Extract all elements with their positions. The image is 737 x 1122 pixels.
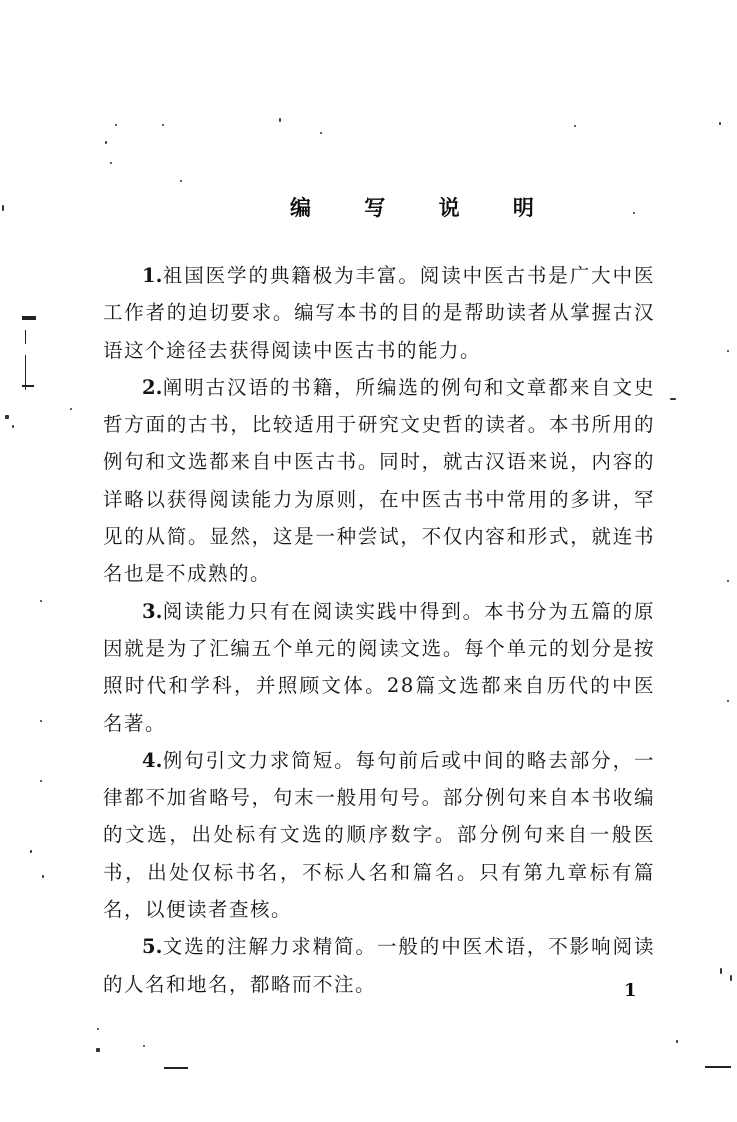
- speck: [720, 968, 722, 974]
- paragraph-4: [103, 742, 655, 928]
- speck: [180, 180, 182, 182]
- speck: [676, 1040, 678, 1043]
- paragraph-2: [103, 369, 655, 593]
- speck: [40, 720, 42, 722]
- speck: [320, 132, 322, 134]
- speck: [727, 580, 729, 582]
- speck: [5, 415, 9, 419]
- scan-mark: [164, 1067, 188, 1069]
- speck: [727, 350, 729, 352]
- speck: [30, 850, 32, 853]
- scan-mark: [22, 316, 36, 320]
- speck: [730, 975, 732, 981]
- scan-mark: [22, 385, 34, 387]
- paragraph-3: [103, 593, 655, 742]
- speck: [162, 124, 164, 126]
- speck: [96, 1048, 100, 1052]
- speck: [2, 205, 4, 211]
- page-number: 1: [624, 980, 637, 1001]
- speck: [719, 122, 721, 125]
- speck: [633, 212, 635, 214]
- speck: [110, 162, 112, 164]
- page-title: 编 写 说 明: [290, 195, 557, 221]
- paragraph-5: [103, 928, 655, 1003]
- speck: [70, 408, 72, 410]
- paragraph-number: 5.: [142, 935, 163, 959]
- paragraph-text: 阅读能力只有在阅读实践中得到。本书分为五篇的原因就是为了汇编五个单元的阅读文选。每个单元的划分是按照时代和学科，并照顾文体。28篇文选都来自历代的中医名著。: [103, 599, 655, 735]
- speck: [115, 124, 117, 126]
- paragraph-number: 2.: [142, 375, 163, 399]
- scan-mark: [705, 1066, 731, 1068]
- speck: [279, 118, 281, 122]
- speck: [143, 1045, 145, 1047]
- scan-mark: [25, 330, 26, 344]
- paragraph-number: 4.: [142, 748, 163, 772]
- paragraph-text: 阐明古汉语的书籍，所编选的例句和文章都来自文史哲方面的古书，比较适用于研究文史哲的读者。本书所用的例句和文选都来自中医古书。同时，就古汉语来说，内容的详略以获得阅读能力为原则，在中医古书中常用的多讲，罕见的从简。显然，这是一种尝试，不仅内容和形式，就连书名也是不成熟的。: [103, 375, 655, 586]
- paragraph-text: 文选的注解力求精简。一般的中医术语，不影响阅读的人名和地名，都略而不注。: [103, 935, 655, 996]
- speck: [574, 125, 576, 127]
- speck: [40, 600, 42, 602]
- speck: [97, 1028, 99, 1030]
- document-body: [103, 257, 655, 1003]
- speck: [42, 875, 44, 878]
- speck: [12, 425, 14, 428]
- paragraph-text: 祖国医学的典籍极为丰富。阅读中医古书是广大中医工作者的迫切要求。编写本书的目的是帮助读者从掌握古汉语这个途径去获得阅读中医古书的能力。: [103, 264, 655, 362]
- paragraph-number: 3.: [142, 599, 163, 623]
- speck: [727, 700, 729, 702]
- speck: [40, 780, 42, 782]
- paragraph-1: [103, 257, 655, 369]
- speck: [105, 141, 107, 144]
- paragraph-number: 1.: [142, 264, 163, 287]
- speck: [670, 398, 676, 400]
- paragraph-text: 例句引文力求简短。每句前后或中间的略去部分，一律都不加省略号，句末一般用句号。部分例句来自本书收编的文选，出处标有文选的顺序数字。部分例句来自一般医书，出处仅标书名，不标人名和篇名。只有第九章标有篇名，以便读者查核。: [103, 748, 655, 922]
